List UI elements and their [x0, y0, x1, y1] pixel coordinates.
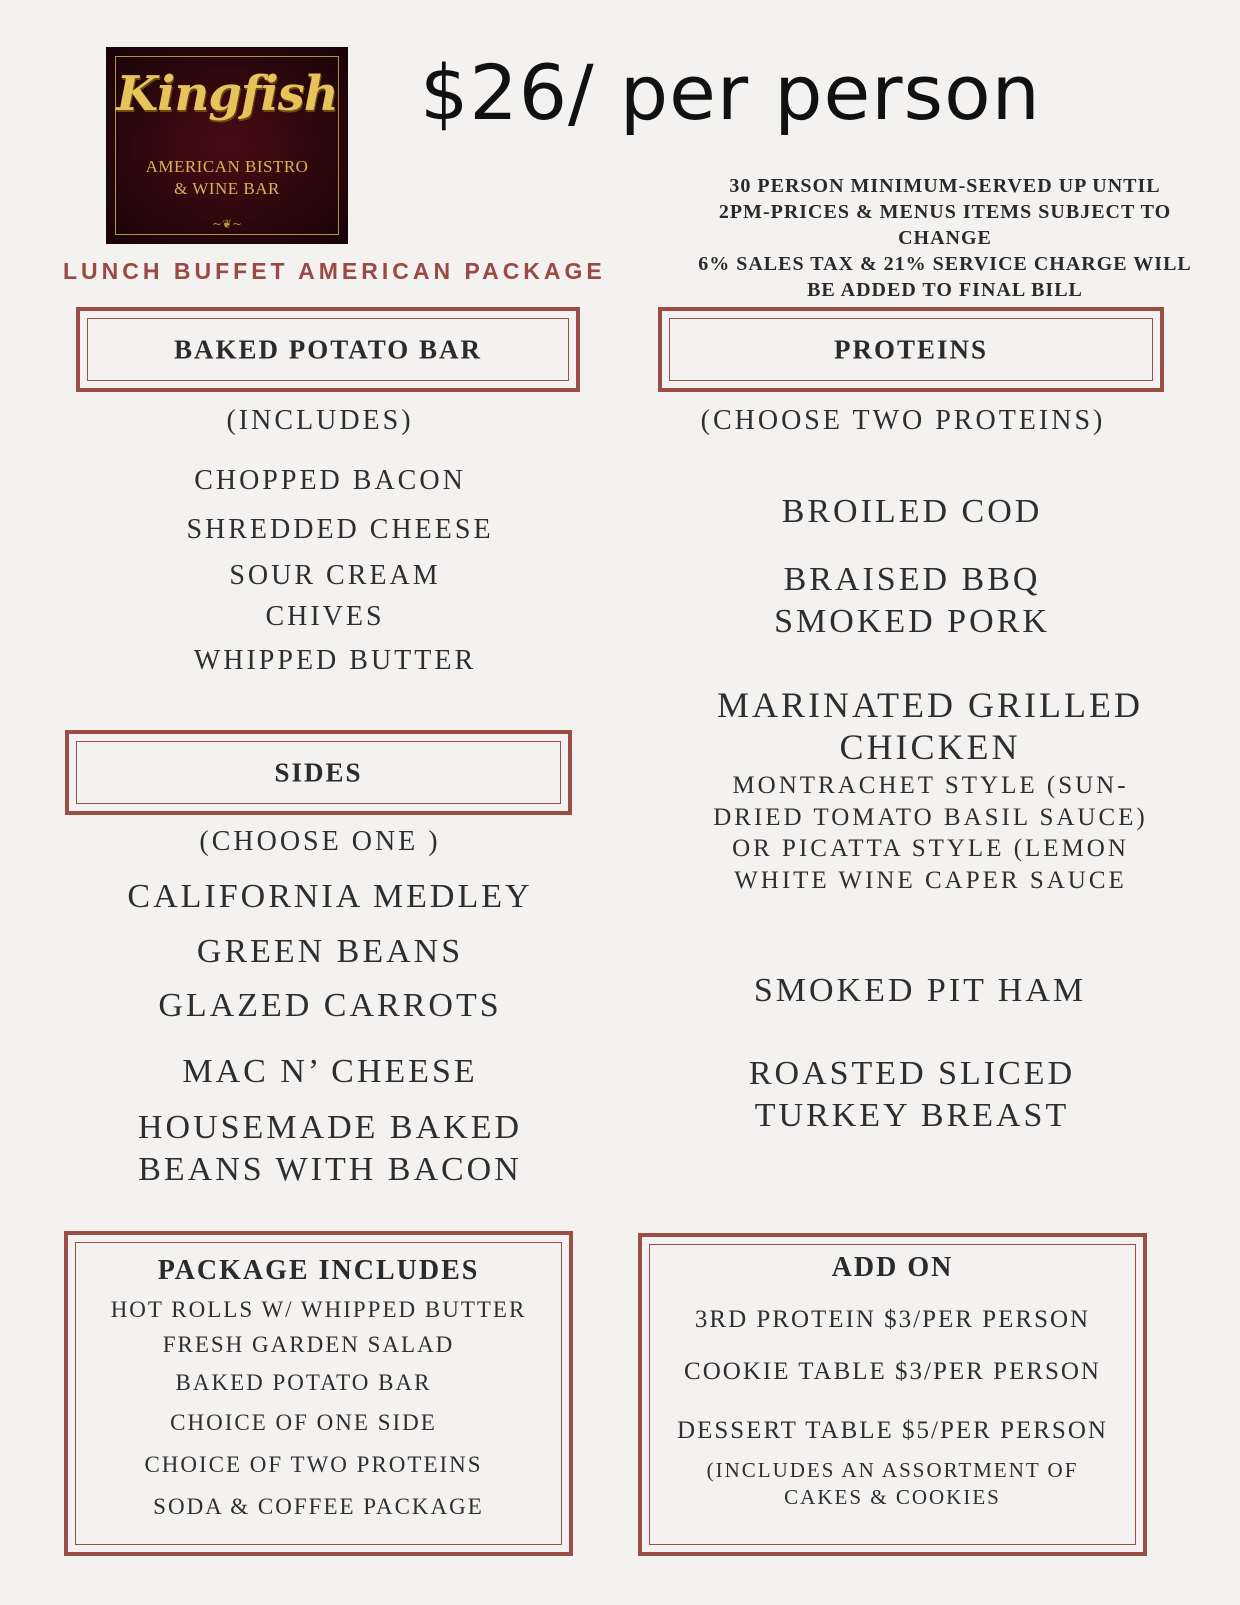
terms-notice	[660, 173, 1230, 303]
add-on-box	[638, 1233, 1147, 1556]
package-includes-item: HOT ROLLS W/ WHIPPED BUTTER	[110, 1297, 527, 1322]
protein-item: TURKEY BREAST	[754, 1097, 1070, 1134]
add-on-note-line: CAKES & COOKIES	[784, 1485, 1001, 1509]
terms-line: CHANGE	[898, 227, 992, 249]
sides-note: (CHOOSE ONE )	[199, 826, 441, 857]
package-includes-heading: PACKAGE INCLUDES	[157, 1255, 480, 1286]
terms-line: BE ADDED TO FINAL BILL	[807, 279, 1083, 301]
terms-line: 30 PERSON MINIMUM-SERVED UP UNTIL	[729, 175, 1161, 197]
add-on-item: COOKIE TABLE $3/PER PERSON	[684, 1358, 1101, 1385]
side-item: CALIFORNIA MEDLEY	[127, 878, 533, 915]
potato-bar-item: SOUR CREAM	[229, 560, 441, 591]
potato-bar-item: WHIPPED BUTTER	[193, 645, 477, 676]
protein-item: MARINATED GRILLED	[717, 685, 1143, 725]
protein-item: BRAISED BBQ	[783, 561, 1041, 598]
terms-line: 6% SALES TAX & 21% SERVICE CHARGE WILL	[698, 253, 1192, 275]
logo-name: Kingfish	[116, 66, 338, 122]
protein-item: SMOKED PIT HAM	[753, 972, 1087, 1009]
ornament-icon: ~❦~	[211, 217, 243, 231]
potato-bar-heading-box	[76, 307, 580, 392]
potato-bar-item: SHREDDED CHEESE	[186, 514, 494, 545]
protein-item: BROILED COD	[781, 493, 1043, 530]
side-item: BEANS WITH BACON	[138, 1151, 522, 1188]
package-includes-item: CHOICE OF ONE SIDE	[170, 1410, 437, 1435]
logo-subtitle-line2: & WINE BAR	[174, 179, 280, 198]
chicken-description: MONTRACHET STYLE (SUN-DRIED TOMATO BASIL SAUCE) OR PICATTA STYLE (LEMON WHITE WINE CAPER SAUCE	[713, 772, 1148, 894]
terms-line: 2PM-PRICES & MENUS ITEMS SUBJECT TO	[718, 201, 1172, 223]
protein-item: SMOKED PORK	[774, 603, 1050, 640]
package-title: LUNCH BUFFET AMERICAN PACKAGE	[63, 258, 606, 284]
price-per-person: $26/ per person	[420, 48, 1041, 137]
package-includes-item: CHOICE OF TWO PROTEINS	[144, 1452, 483, 1477]
potato-bar-note: (INCLUDES)	[226, 405, 414, 436]
side-item: GREEN BEANS	[196, 933, 464, 970]
logo-subtitle-line1: AMERICAN BISTRO	[145, 157, 309, 176]
logo-subtitle	[107, 156, 347, 200]
kingfish-logo	[107, 48, 347, 243]
package-includes-item: FRESH GARDEN SALAD	[162, 1332, 455, 1357]
side-item: HOUSEMADE BAKED	[137, 1109, 523, 1146]
potato-bar-item: CHOPPED BACON	[194, 465, 466, 496]
proteins-note: (CHOOSE TWO PROTEINS)	[700, 405, 1106, 436]
add-on-note-line: (INCLUDES AN ASSORTMENT OF	[706, 1458, 1079, 1482]
protein-item: CHICKEN	[839, 727, 1021, 767]
proteins-heading: PROTEINS	[833, 334, 989, 364]
potato-bar-heading: BAKED POTATO BAR	[173, 334, 483, 364]
side-item: MAC N’ CHEESE	[182, 1053, 478, 1090]
package-includes-item: BAKED POTATO BAR	[175, 1370, 432, 1395]
proteins-heading-box	[658, 307, 1164, 392]
sides-heading: SIDES	[274, 757, 363, 787]
protein-item: ROASTED SLICED	[748, 1055, 1076, 1092]
add-on-item: 3RD PROTEIN $3/PER PERSON	[694, 1306, 1091, 1333]
package-includes-box	[64, 1231, 573, 1556]
potato-bar-item: CHIVES	[265, 601, 385, 632]
side-item: GLAZED CARROTS	[158, 987, 502, 1024]
sides-heading-box	[65, 730, 572, 815]
add-on-heading: ADD ON	[831, 1252, 954, 1283]
add-on-item: DESSERT TABLE $5/PER PERSON	[677, 1417, 1108, 1444]
package-includes-item: SODA & COFFEE PACKAGE	[153, 1494, 484, 1519]
